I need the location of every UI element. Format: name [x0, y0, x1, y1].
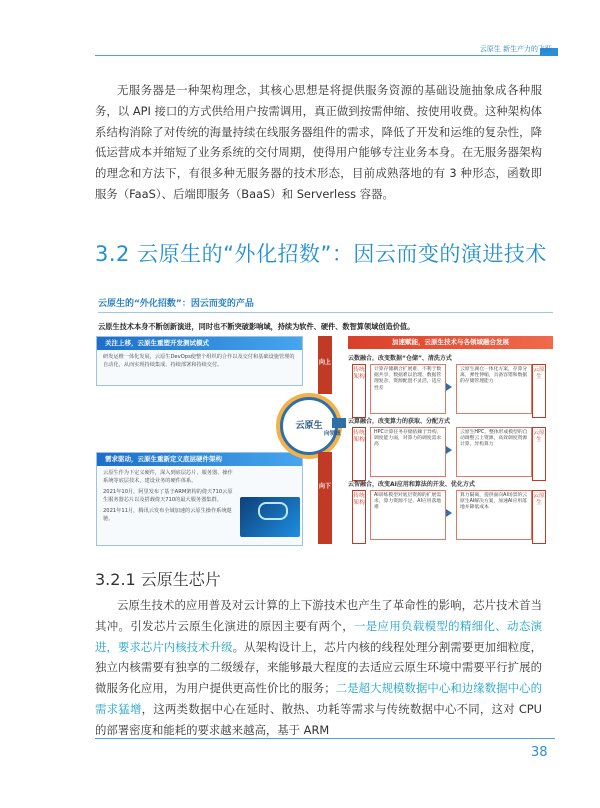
left-top-box [96, 336, 303, 386]
right-header: 加速赋能，云原生技术与各领域融合发展 [348, 336, 553, 349]
chip-highlight2: 二是超大规模数据中心和边缘数据中心的需求猛增 [95, 681, 542, 716]
chip-paragraph-text [95, 595, 542, 741]
chip-part1: 云原生技术的应用普及对云计算的上下游技术也产生了革命性的影响，芯片技术首当其冲。引发芯片云原生化演进的原因主要有两个， [95, 598, 542, 633]
chip-highlight1: 一是应用负载模型的精细化、动态演进，要求芯片内核技术升级 [95, 618, 542, 654]
core-circle: 云原生 [280, 397, 338, 455]
right-row1-items: 计算存储耦合扩展难、不利于数据共享、数据难以治理、数据管理复杂、资源配置不灵活，适应性差 [370, 364, 446, 414]
right-row1-result-label: 云原生 [532, 364, 546, 418]
section-heading: 3.2 云原生的“外化招数”：因云而变的演进技术 [95, 242, 547, 266]
chip-part3: ，这两类数据中心在延时、散热、功耗等需求与传统数据中心不同，这对 CPU 的部署密度和能耗的要求越来越高，基于 ARM [95, 701, 542, 737]
right-row3-vlabel: 传统架构 [352, 490, 366, 544]
left-bottom-text3: 2021年11月，腾讯云发布全域加速的云原生操作系统遨驰。 [103, 508, 232, 522]
right-row2-result-label: 云原生 [532, 427, 546, 481]
right-row2-arrow [446, 446, 452, 454]
right-row1-title: 云数融合，改变数据“仓储”、清洗方式 [348, 355, 452, 362]
arrow-out-label: 向领域 [324, 431, 341, 437]
right-row2-result: 云原生HPC，整体形成模型的自动调整云上资源，高效调度资源计算，异构算力 [456, 427, 532, 477]
intro-paragraph [95, 80, 542, 205]
intro-paragraph-text: 无服务器是一种架构理念，其核心思想是将提供服务资源的基础设施抽象成各种服务，以 API 接口的方式供给用户按需调用，真正做到按需伸缩、按使用收费。这种架构体系结构消除了对传统的海量持续在线服务器组件的需求，降低了开发和运维的复杂性，降低运营成本并缩短了业务系统的交付周期，使得用户能够专注业务本身。在无服务器架构的理念和方法下，有很多种无服务器的技术形态，目前成熟落地的有 3 种形态，函数即服务（FaaS）、后端即服务（BaaS）和 Serverless 容器。 [95, 83, 542, 201]
cloud-icon [258, 502, 288, 520]
chip-part2: 。从架构设计上，芯片内核的线程处理分割需要更加细粒度，独立内核需要有独享的二级缓存，来能够最大程度的去适应云原生环境中需要平行扩展的微服务化应用，为用户提供更高性价比的服务； [95, 639, 542, 696]
left-bottom-text1: 云原生作为下定义硬件，深入到底层芯片、服务器、操作系统等底层技术，建设业务的硬件体系。 [103, 470, 233, 484]
right-row1-arrow [446, 383, 452, 391]
infographic-rule [98, 312, 553, 313]
right-row3-items: AI训练模型对底层资源的扩展需求，算力资源不足、AI应用落地难 [370, 490, 446, 540]
footer-rule [95, 738, 555, 739]
arrow-down-label: 向下 [318, 483, 331, 490]
infographic-title: 云原生的“外化招数”：因云而变的产品 [98, 299, 254, 309]
right-row3-arrow [446, 509, 452, 517]
right-row3-result-label: 云原生 [532, 490, 546, 544]
left-top-header: 关注上移，云原生重塑开发测试模式 [97, 337, 302, 350]
subsection-heading: 3.2.1 云原生芯片 [95, 570, 221, 589]
left-top-text: 研发运维一体化发展，云原生DevOps使整个组织的合作以及交付和基础设施管理的自动化，从而实现持续集成、持续部署和持续交付。 [103, 354, 295, 368]
left-bottom-text2: 2021年10月，阿里发布了基于ARM架构的倚天710云原生服务器芯片以及搭载倚天710的最大服务器集群。 [103, 489, 233, 503]
page-number: 38 [531, 745, 548, 760]
running-header: 云原生 新生产力的飞跃 [479, 45, 552, 53]
arrow-up-label: 向上 [318, 359, 331, 366]
arrow-out-bar [332, 418, 346, 428]
right-row3-title: 云智融合，改变AI应用和算法的开发、优化方式 [348, 481, 475, 488]
right-row3-result: 算力隔离，提供面向AI场景的云原生AI解决方案，加速AI应用落地并降低成本 [456, 490, 532, 540]
infographic-subtitle: 云原生技术本身不断创新演进，同时也不断突破影响域，持续为软件、硬件、数智算领域创造价值。 [98, 322, 415, 331]
right-row2-vlabel: 传统架构 [352, 427, 366, 481]
chip-paragraph [95, 595, 542, 741]
right-row2-title: 云算融合，改变算力的获取、分配方式 [348, 418, 451, 425]
right-row2-items: HPC计算任务存储依赖于异构、调度能力弱，对算力的调度需求高 [370, 427, 446, 477]
infographic [90, 292, 555, 547]
right-row1-vlabel: 传统架构 [352, 364, 366, 418]
right-row1-result: 云原生湖仓一体化方案，存算分离，弹性伸缩，具备容错和数据的存储管理能力 [456, 364, 532, 414]
header-rule [95, 55, 558, 56]
arrow-down-bar [318, 452, 332, 544]
left-bottom-header: 需求驱动，云原生重新定义底层硬件架构 [97, 453, 302, 466]
